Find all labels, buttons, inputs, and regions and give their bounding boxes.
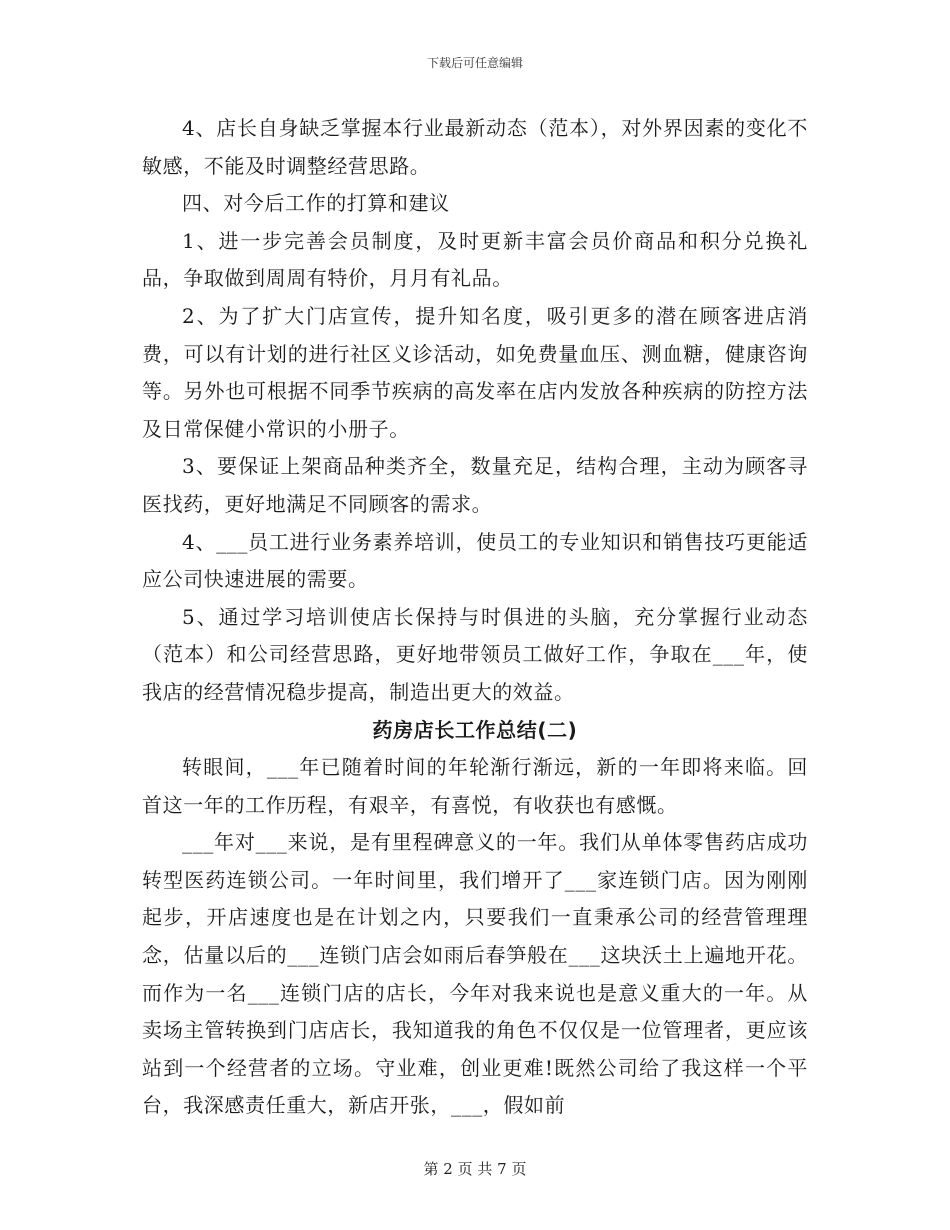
paragraph-plan-3: 3、要保证上架商品种类齐全，数量充足，结构合理，主动为顾客寻医找药，更好地满足不同顾客的需求。	[142, 454, 808, 516]
paragraph-plan-1: 1、进一步完善会员制度，及时更新丰富会员价商品和积分兑换礼品，争取做到周周有特价，月月有礼品。	[142, 228, 808, 291]
section-paragraph-body: ___年对___来说，是有里程碑意义的一年。我们从单体零售药店成功转型医药连锁公司。一年时间里，我们增开了___家连锁门店。因为刚刚起步，开店速度也是在计划之内，只要我们一直秉承公司的经营管理理念，估量以后的___连锁门店会如雨后春笋般在___这块沃土上遍地开花。而作为一名___连锁门店的店长，今年对我来说也是意义重大的一年。从卖场主管转换到门店店长，我知道我的角色不仅仅是一位管理者，更应该站到一个经营者的立场。守业难，创业更难!既然公司给了我这样一个平台，我深感责任重大，新店开张，___，假如前	[142, 830, 808, 1118]
paragraph-plan-2: 2、为了扩大门店宣传，提升知名度，吸引更多的潜在顾客进店消费，可以有计划的进行社区义诊活动，如免费量血压、测血糖，健康咨询等。另外也可根据不同季节疾病的高发率在店内发放各种疾病的防控方法及日常保健小常识的小册子。	[142, 303, 808, 441]
section-paragraph-intro: 转眼间，___年已随着时间的年轮渐行渐远，新的一年即将来临。回首这一年的工作历程，有艰辛，有喜悦，有收获也有感慨。	[142, 755, 808, 817]
paragraph-plan-5: 5、通过学习培训使店长保持与时俱进的头脑，充分掌握行业动态（范本）和公司经营思路，更好地带领员工做好工作，争取在___年，使我店的经营情况稳步提高，制造出更大的效益。	[142, 604, 808, 704]
document-body	[142, 110, 808, 1125]
page-number-footer: 第 2 页 共 7 页	[423, 1160, 527, 1178]
section-heading-plans: 四、对今后工作的打算和建议	[182, 191, 450, 216]
paragraph-plan-4: 4、___员工进行业务素养培训，使员工的专业知识和销售技巧更能适应公司快速进展的需要。	[142, 529, 808, 592]
section-title: 药房店长工作总结(二)	[372, 717, 578, 742]
page-header-note: 下载后可任意编辑	[426, 56, 523, 70]
paragraph-item-4-cause: 4、店长自身缺乏掌握本行业最新动态（范本），对外界因素的变化不敏感，不能及时调整经营思路。	[142, 116, 808, 178]
